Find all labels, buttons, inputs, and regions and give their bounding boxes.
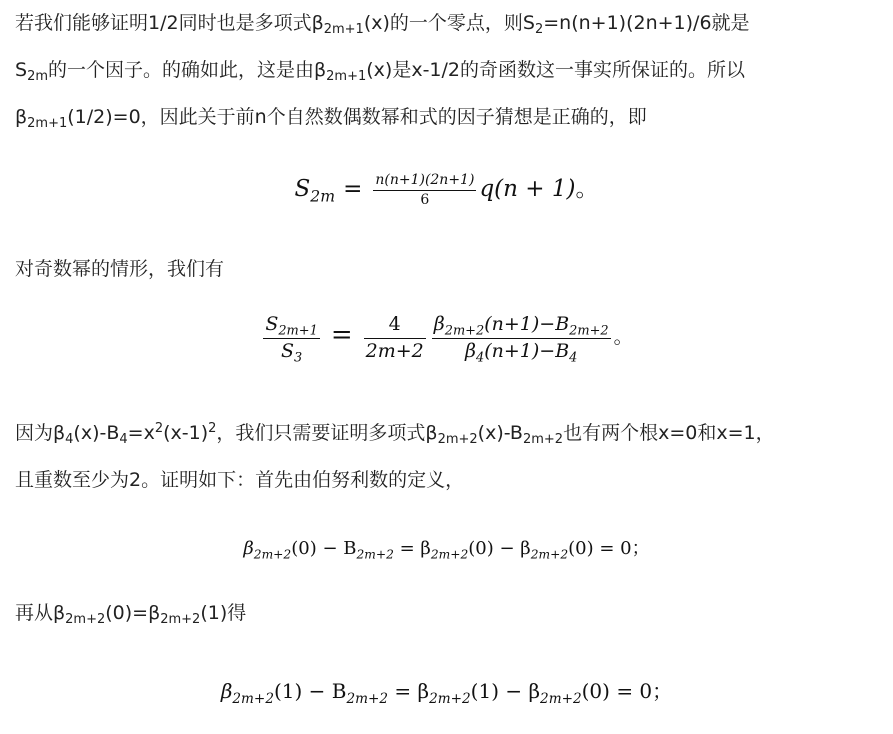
fraction-center [364,312,426,364]
fraction-numerator [432,312,611,339]
equation-1 [0,170,893,209]
subscript: 2m+2 [540,690,582,707]
text-run: 也有两个根x=0和x=1， [563,422,775,444]
fraction-denominator: 6 [420,191,430,208]
subscript: 4 [476,350,485,366]
fraction-denominator [432,339,611,365]
subscript: 3 [293,350,303,366]
math-expression: (n+1)−B [484,313,570,335]
math-expression: (0) = 0； [581,679,673,703]
math-symbol: β [243,538,254,559]
text-run: 且重数至少为2。证明如下：首先由伯努利数的定义， [15,469,465,491]
equation-3 [0,534,893,560]
paragraph-3-line-1 [15,410,881,457]
subscript: 2m+2 [346,690,389,707]
punctuation: 。 [613,326,633,349]
math-symbol: S [265,313,279,335]
math-expression: (1) − B [273,679,347,703]
subscript: 2m+1 [323,22,364,37]
text-run: β [15,106,28,128]
fraction-denominator: 2m+2 [365,339,424,362]
fraction-right [432,312,611,364]
subscript: 2m+2 [444,323,485,339]
text-run: ，我们只需要证明多项式β [216,422,438,444]
paragraph-1-line-2 [15,47,881,94]
math-expression: (0) − B [291,538,357,559]
subscript: 2m+2 [430,547,469,562]
math-expression: (0) = 0； [568,538,650,559]
text-run: S [15,59,28,81]
text-run: 若我们能够证明1/2同时也是多项式β [15,12,324,34]
superscript: 2 [208,421,217,436]
subscript: 2 [534,22,544,37]
text-run: 再从β [15,602,66,624]
subscript: 2m+1 [278,323,318,339]
equation-2 [0,312,893,364]
subscript: 2m+2 [530,547,569,562]
text-run: (1)得 [200,602,247,624]
subscript: 4 [65,432,74,447]
subscript: 2m+2 [356,547,394,562]
subscript: 2m [310,186,336,206]
text-run: =n(n+1)(2n+1)/6就是 [543,12,750,34]
text-run: (1/2)=0，因此关于前n个自然数偶数幂和式的因子猜想是正确的，即 [67,106,647,128]
subscript: 2m+2 [569,323,609,339]
subscript: 4 [119,432,128,447]
punctuation: 。 [575,176,599,202]
equation-4 [0,675,893,707]
equals-sign: = [343,176,363,202]
fraction-numerator [263,312,320,339]
text-run: 因为β [15,422,66,444]
paragraph-1-line-3 [15,94,881,141]
math-symbol: β [220,679,233,703]
text-run: =x [127,422,155,444]
math-expression: = β [393,538,431,559]
paragraph-4 [15,590,881,637]
math-symbol: β [465,339,476,362]
subscript: 2m+2 [232,690,274,707]
text-run: (x)的一个零点，则S [363,12,535,34]
fraction-denominator [263,339,320,365]
subscript: 4 [569,350,578,366]
paragraph-3-line-2 [15,457,881,504]
text-run: (x)是x-1/2的奇函数这一事实所保证的。所以 [366,59,745,81]
text-run: 的一个因子。的确如此，这是由β [48,59,327,81]
fraction [373,171,476,210]
subscript: 2m+1 [326,69,367,84]
paragraph-2 [15,246,881,293]
subscript: 2m+2 [437,432,478,447]
math-symbol: β [433,313,445,335]
math-expression: (0) − β [468,538,531,559]
math-expression: (n+1)−B [484,339,570,362]
math-expression: (1) − β [470,679,541,703]
subscript: 2m [27,69,48,84]
subscript: 2m+2 [522,432,564,447]
text-run: (x)-B [73,422,120,444]
subscript: 2m+2 [65,612,106,627]
subscript: 2m+2 [253,547,292,562]
fraction-left [263,312,320,364]
text-run: (x-1) [163,422,209,444]
text-run: (0)=β [105,602,161,624]
math-symbol: S [280,339,294,362]
equals-sign: = [330,320,353,351]
paragraph-1-line-1 [15,0,881,47]
fraction-numerator: n(n+1)(2n+1) [373,171,476,191]
math-symbol: S [294,176,311,202]
subscript: 2m+2 [160,612,201,627]
text-run: (x)-B [477,422,523,444]
math-expression: = β [388,679,430,703]
fraction-numerator: 4 [364,312,426,339]
math-expression: q(n + 1) [479,176,576,202]
text-run: 对奇数幂的情形，我们有 [15,258,225,280]
superscript: 2 [154,421,164,436]
subscript: 2m+1 [27,116,68,131]
subscript: 2m+2 [429,690,471,707]
